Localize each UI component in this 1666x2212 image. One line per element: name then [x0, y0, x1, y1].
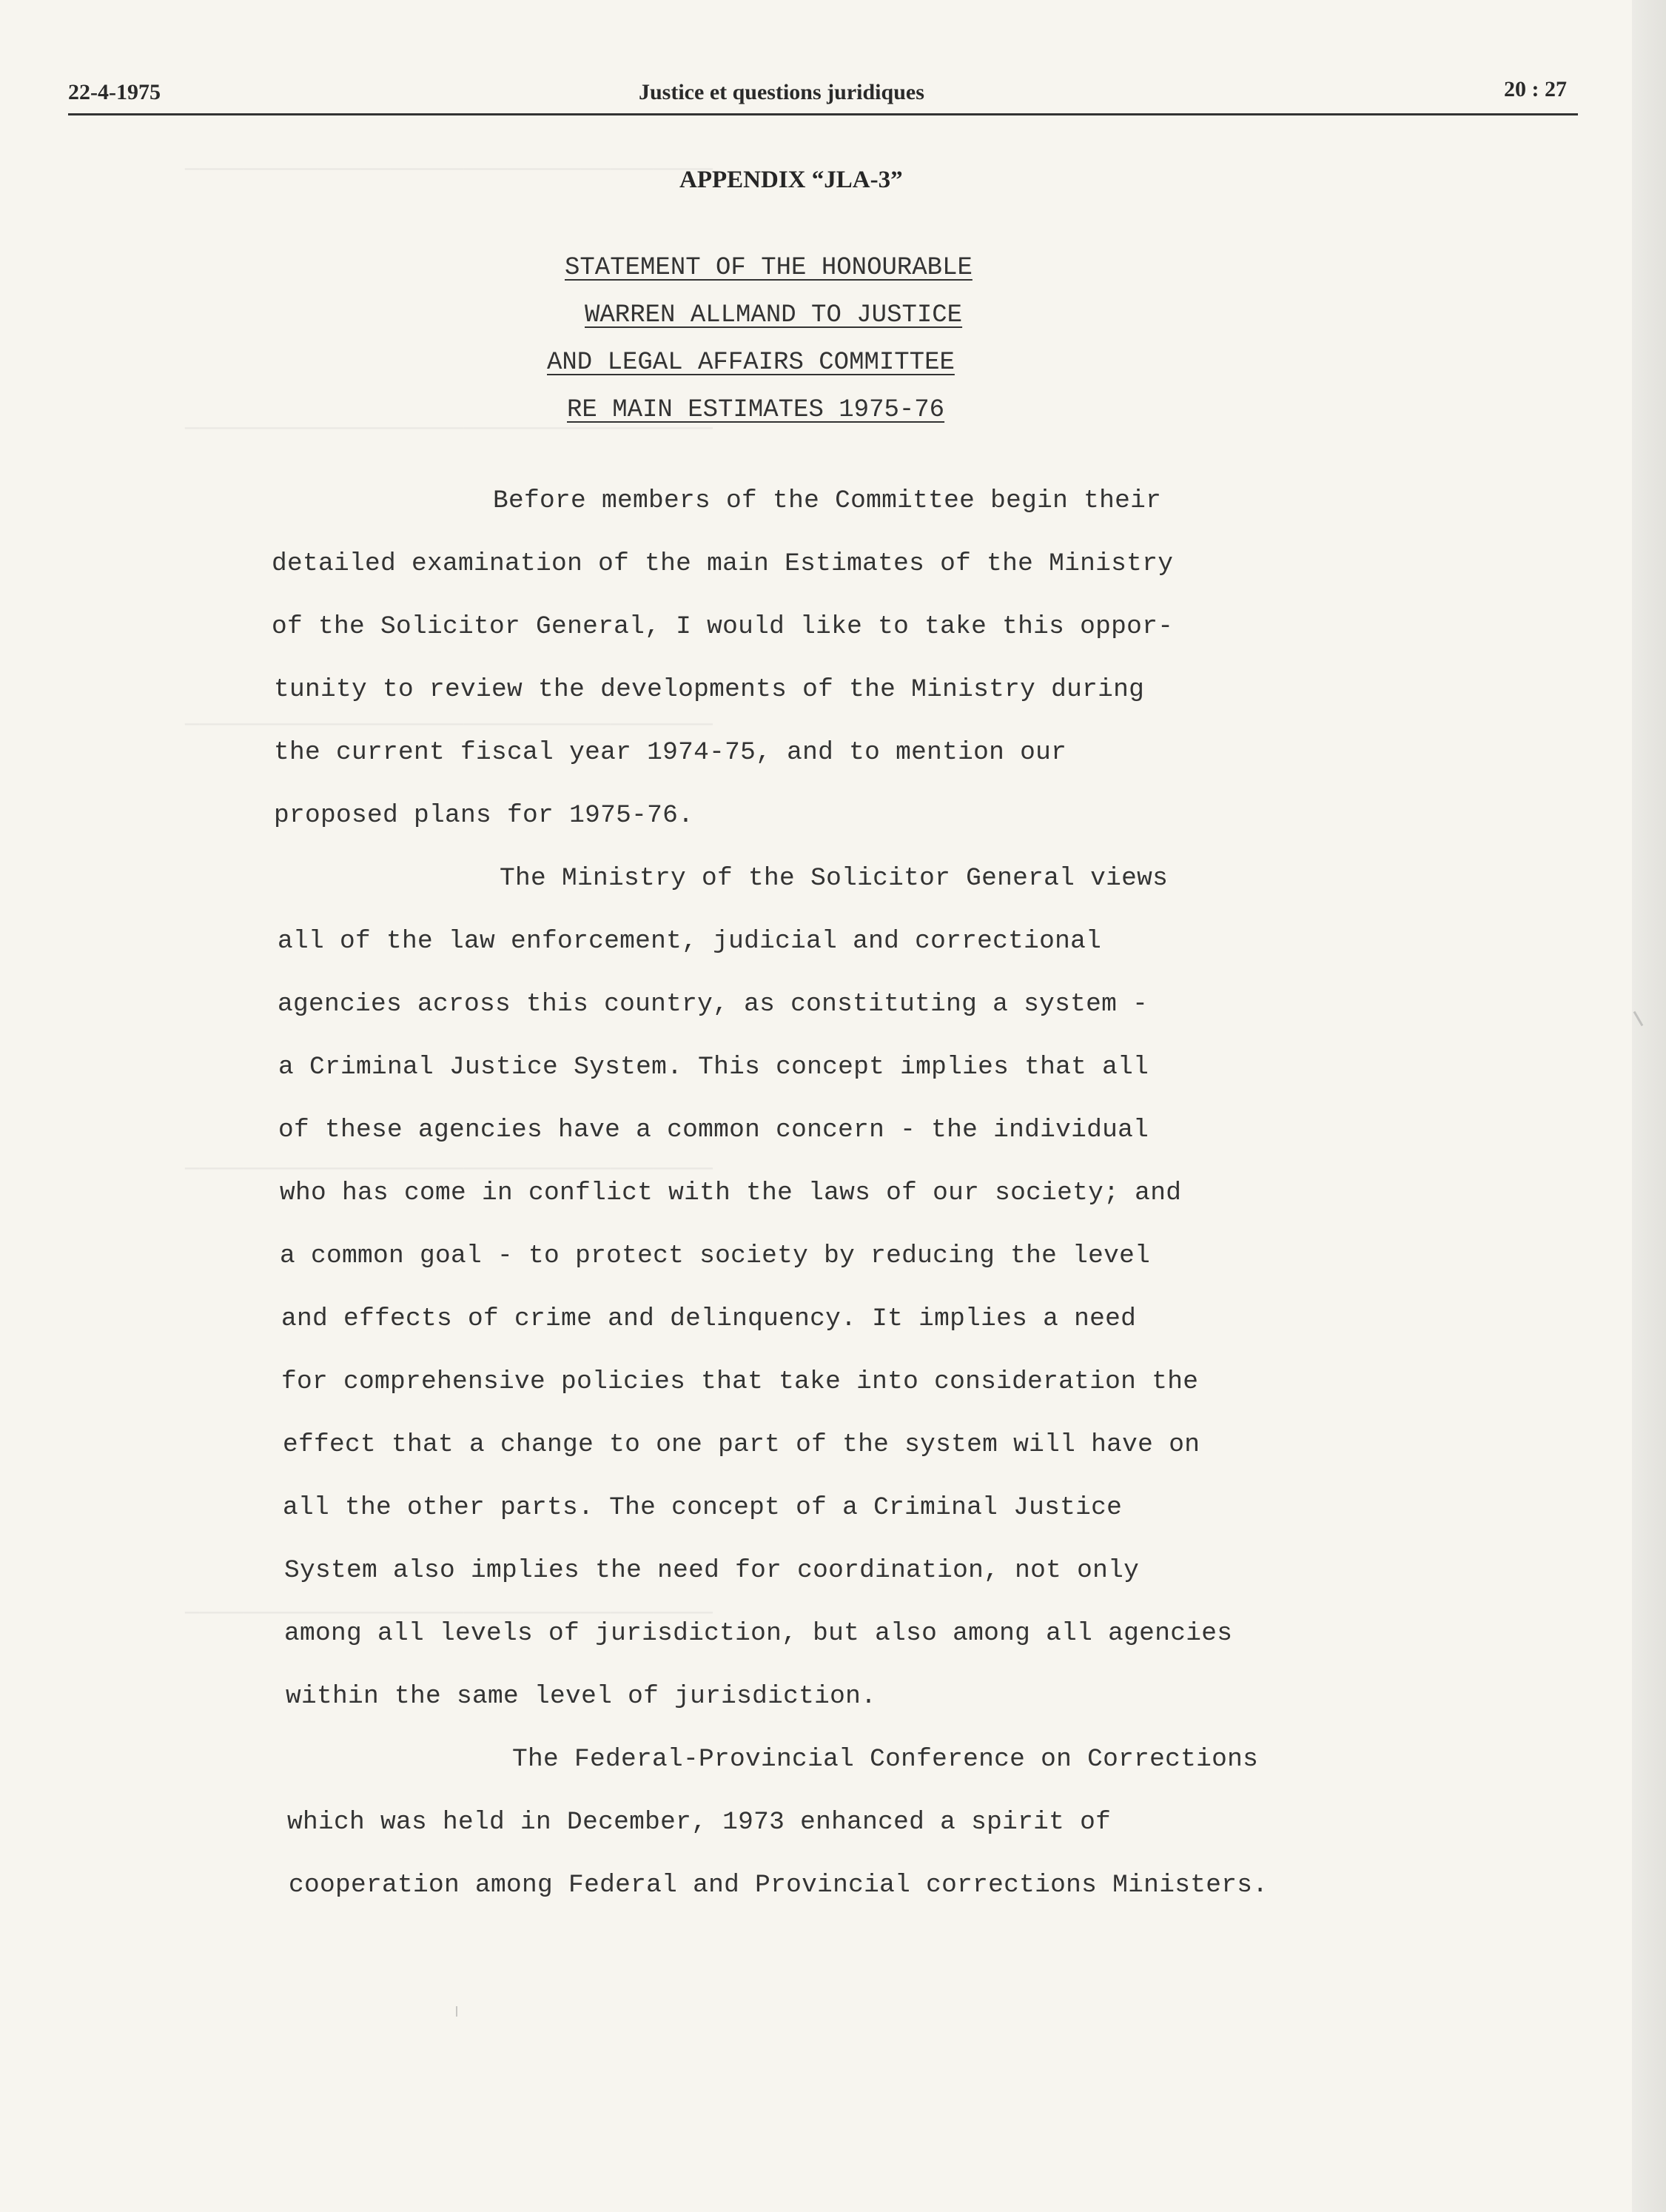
bleed-through: ———————————————————————————————————— [185, 415, 713, 442]
statement-title-line: STATEMENT OF THE HONOURABLE [565, 254, 973, 282]
header-page-number: 20 : 27 [1504, 77, 1567, 101]
statement-title-line: RE MAIN ESTIMATES 1975-76 [567, 396, 945, 424]
body-line: for comprehensive policies that take into consideration the [281, 1367, 1199, 1396]
body-line: all the other parts. The concept of a Criminal Justice [283, 1493, 1123, 1522]
body-line: The Federal-Provincial Conference on Corrections [512, 1745, 1259, 1774]
body-line: of these agencies have a common concern - the individual [278, 1116, 1149, 1144]
appendix-label: APPENDIX “JLA-3” [679, 167, 903, 193]
body-line: a common goal - to protect society by reducing the level [280, 1241, 1151, 1270]
body-line: who has come in conflict with the laws of our society; and [280, 1179, 1182, 1207]
body-line: System also implies the need for coordination, not only [284, 1556, 1140, 1585]
body-line: cooperation among Federal and Provincial corrections Ministers. [289, 1871, 1269, 1900]
bleed-through: ———————————————————————————————————— [185, 1599, 713, 1626]
body-line: which was held in December, 1973 enhanced a spirit of [287, 1808, 1112, 1837]
body-line: the current fiscal year 1974-75, and to mention our [274, 738, 1067, 767]
bleed-through: ———————————————————————————————————— [185, 1155, 713, 1182]
body-line: Before members of the Committee begin their [493, 486, 1162, 515]
statement-title-line: AND LEGAL AFFAIRS COMMITTEE [547, 349, 955, 377]
body-line: and effects of crime and delinquency. It implies a need [281, 1304, 1137, 1333]
body-line: within the same level of jurisdiction. [286, 1682, 877, 1711]
bleed-through: ———————————————————————————————————— [185, 711, 713, 738]
body-line: agencies across this country, as constituting a system - [278, 990, 1149, 1019]
page-edge [1632, 0, 1666, 2212]
body-line: of the Solicitor General, I would like to take this oppor- [272, 612, 1174, 641]
scan-mark [456, 2006, 457, 2017]
body-line: effect that a change to one part of the system will have on [283, 1430, 1200, 1459]
header-rule [68, 113, 1578, 115]
body-line: all of the law enforcement, judicial and correctional [278, 927, 1102, 956]
statement-title-line: WARREN ALLMAND TO JUSTICE [585, 301, 963, 329]
body-line: detailed examination of the main Estimates of the Ministry [272, 549, 1174, 578]
body-line: among all levels of jurisdiction, but also among all agencies [284, 1619, 1233, 1648]
bleed-through: ———————————————————————————————————— [185, 155, 713, 183]
header-title: Justice et questions juridiques [639, 80, 924, 104]
body-line: The Ministry of the Solicitor General views [500, 864, 1169, 893]
body-line: a Criminal Justice System. This concept implies that all [278, 1053, 1149, 1082]
body-line: tunity to review the developments of the Ministry during [274, 675, 1145, 704]
header-date: 22-4-1975 [68, 80, 161, 104]
body-line: proposed plans for 1975-76. [274, 801, 694, 830]
